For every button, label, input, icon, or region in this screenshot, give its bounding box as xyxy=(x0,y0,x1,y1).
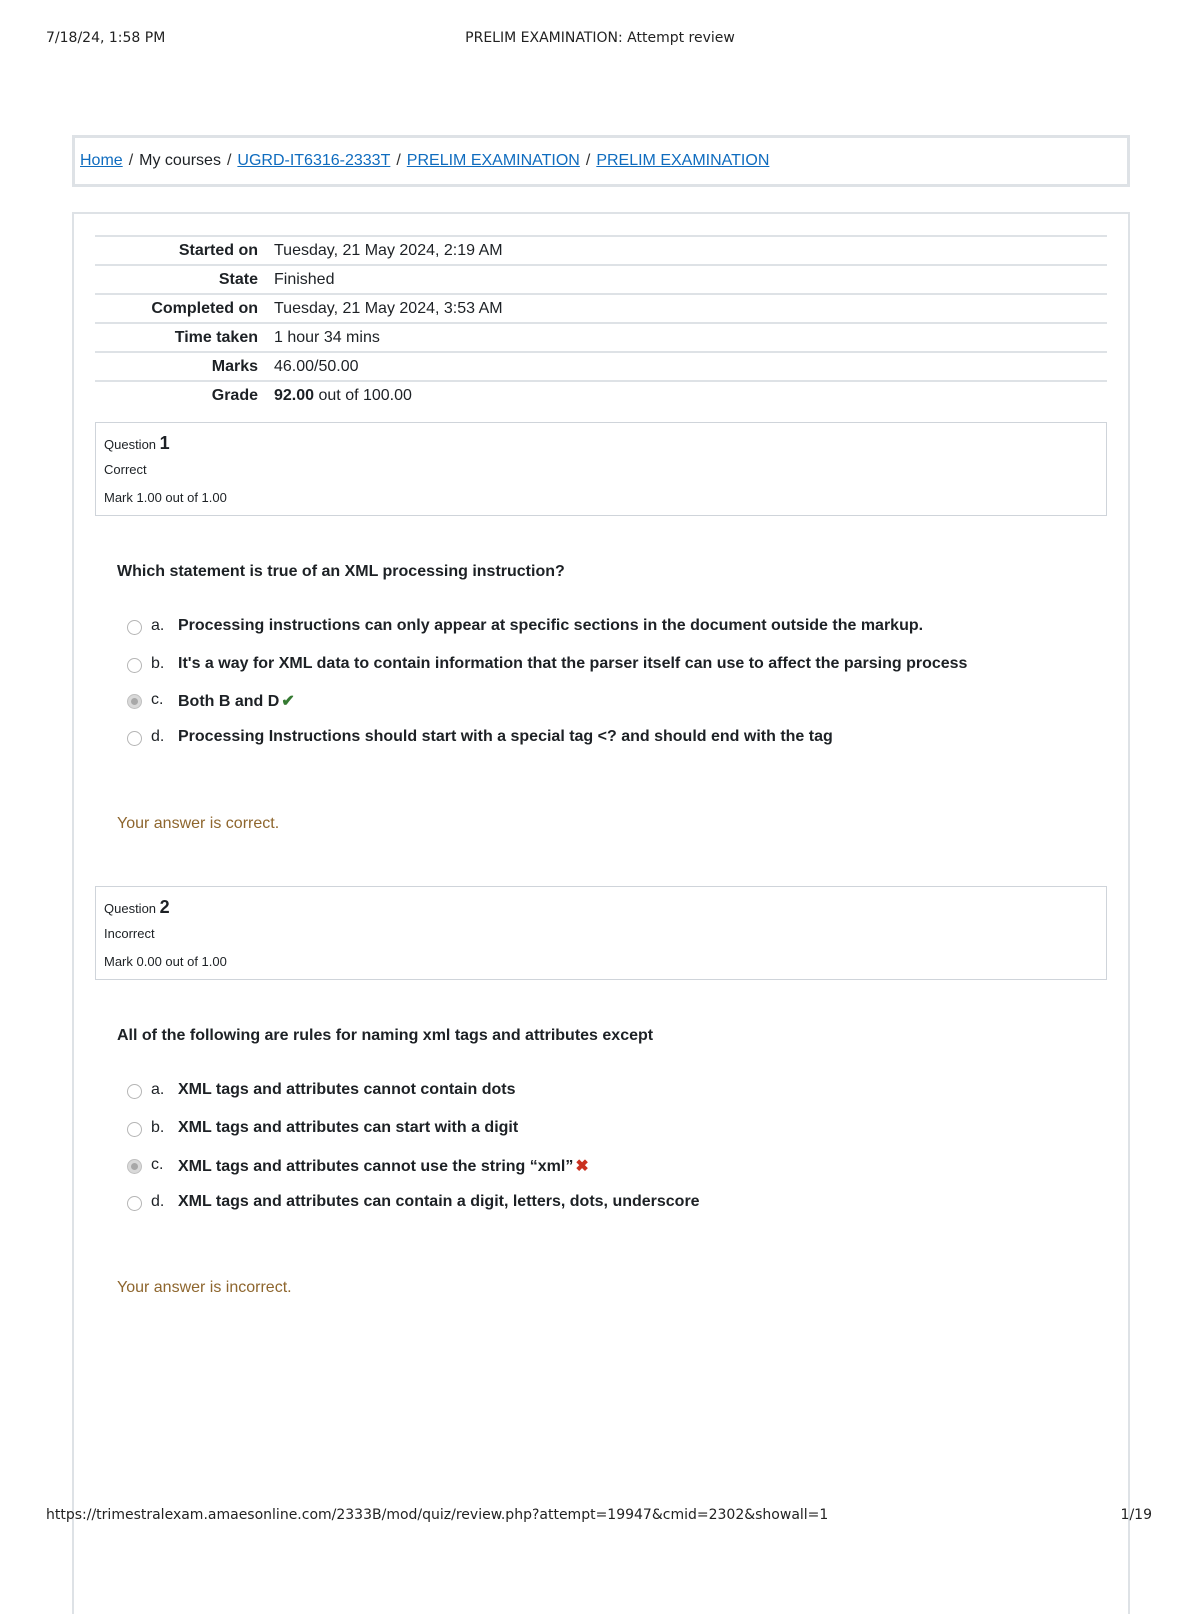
option-letter: b. xyxy=(151,655,165,672)
radio-button-checked[interactable] xyxy=(127,1159,142,1174)
breadcrumb-quiz-link[interactable]: PRELIM EXAMINATION xyxy=(596,152,770,169)
summary-row xyxy=(95,265,1107,294)
started-value: Tuesday, 21 May 2024, 2:19 AM xyxy=(274,241,503,259)
question-info-box xyxy=(95,886,1107,980)
breadcrumb-separator: / xyxy=(226,152,232,169)
radio-button[interactable] xyxy=(127,731,142,746)
started-label: Started on xyxy=(178,241,258,259)
incorrect-cross-icon: ✖ xyxy=(575,1158,589,1175)
option-text: It's a way for XML data to contain information that the parser itself can use to affect the parsing process xyxy=(178,655,968,672)
time-taken-value: 1 hour 34 mins xyxy=(274,328,380,346)
option-letter: c. xyxy=(151,1156,164,1173)
radio-button[interactable] xyxy=(127,1084,142,1099)
question-text: All of the following are rules for naming xml tags and attributes except xyxy=(117,1027,654,1044)
option-letter: c. xyxy=(151,691,164,708)
correct-check-icon: ✔ xyxy=(281,693,295,710)
option-text: Both B and D xyxy=(178,693,280,710)
breadcrumb-container xyxy=(72,135,1130,187)
time-taken-label: Time taken xyxy=(174,328,258,346)
summary-row xyxy=(95,381,1107,409)
question-number-value: 1 xyxy=(159,433,170,453)
option-text: Processing Instructions should start with a special tag <? and should end with the tag xyxy=(178,728,833,745)
feedback-text: Your answer is incorrect. xyxy=(117,1279,292,1296)
question-text: Which statement is true of an XML processing instruction? xyxy=(117,563,565,580)
completed-value: Tuesday, 21 May 2024, 3:53 AM xyxy=(274,299,503,317)
breadcrumb-course-link[interactable]: UGRD-IT6316-2333T xyxy=(237,152,391,169)
radio-button-checked[interactable] xyxy=(127,694,142,709)
radio-button[interactable] xyxy=(127,1196,142,1211)
option-text: XML tags and attributes can contain a digit, letters, dots, underscore xyxy=(178,1193,700,1210)
completed-label: Completed on xyxy=(151,299,258,317)
option-text-wrap xyxy=(178,691,295,711)
summary-row xyxy=(95,236,1107,265)
state-value: Finished xyxy=(274,270,335,288)
breadcrumb-home-link[interactable]: Home xyxy=(80,152,123,169)
option-text: XML tags and attributes can start with a digit xyxy=(178,1119,519,1136)
question-mark: Mark 0.00 out of 1.00 xyxy=(104,954,227,969)
question-state: Correct xyxy=(104,462,147,477)
question-number xyxy=(104,897,170,918)
breadcrumb-separator: / xyxy=(128,152,134,169)
option-letter: b. xyxy=(151,1119,165,1136)
grade-label: Grade xyxy=(211,386,258,404)
marks-value: 46.00/50.00 xyxy=(274,357,359,375)
radio-button[interactable] xyxy=(127,620,142,635)
breadcrumb-my-courses: My courses xyxy=(139,152,221,169)
grade-suffix: out of 100.00 xyxy=(318,386,412,404)
grade-value: 92.00 xyxy=(274,386,315,404)
option-letter: a. xyxy=(151,1081,165,1098)
print-page-title: PRELIM EXAMINATION: Attempt review xyxy=(465,30,735,46)
question-number-value: 2 xyxy=(159,897,170,917)
breadcrumb xyxy=(80,152,769,170)
print-url: https://trimestralexam.amaesonline.com/2333B/mod/quiz/review.php?attempt=19947&cmid=2302&showall=1 xyxy=(46,1507,829,1523)
option-text: XML tags and attributes cannot use the string “xml” xyxy=(178,1158,574,1175)
marks-label: Marks xyxy=(211,357,258,375)
summary-row xyxy=(95,294,1107,323)
option-text: XML tags and attributes cannot contain dots xyxy=(178,1081,516,1098)
question-mark: Mark 1.00 out of 1.00 xyxy=(104,490,227,505)
question-label: Question xyxy=(104,901,157,916)
option-letter: a. xyxy=(151,617,165,634)
breadcrumb-separator: / xyxy=(396,152,401,169)
print-header xyxy=(0,30,1200,50)
radio-button[interactable] xyxy=(127,1122,142,1137)
print-datetime: 7/18/24, 1:58 PM xyxy=(46,30,166,46)
breadcrumb-section-link[interactable]: PRELIM EXAMINATION xyxy=(406,152,580,169)
question-info-box xyxy=(95,422,1107,516)
question-number xyxy=(104,433,170,454)
option-text: Processing instructions can only appear at specific sections in the document outside the markup. xyxy=(178,617,924,634)
option-letter: d. xyxy=(151,1193,165,1210)
print-page-number: 1/19 xyxy=(1120,1507,1152,1523)
breadcrumb-separator: / xyxy=(585,152,591,169)
option-letter: d. xyxy=(151,728,165,745)
summary-row xyxy=(95,323,1107,352)
state-label: State xyxy=(218,270,258,288)
attempt-summary-table xyxy=(95,235,1107,409)
print-footer xyxy=(0,1507,1200,1527)
question-state: Incorrect xyxy=(104,926,155,941)
radio-button[interactable] xyxy=(127,658,142,673)
option-text-wrap xyxy=(178,1156,589,1176)
grade-value-cell xyxy=(266,381,1107,409)
summary-row xyxy=(95,352,1107,381)
question-label: Question xyxy=(104,437,157,452)
feedback-text: Your answer is correct. xyxy=(117,815,280,832)
